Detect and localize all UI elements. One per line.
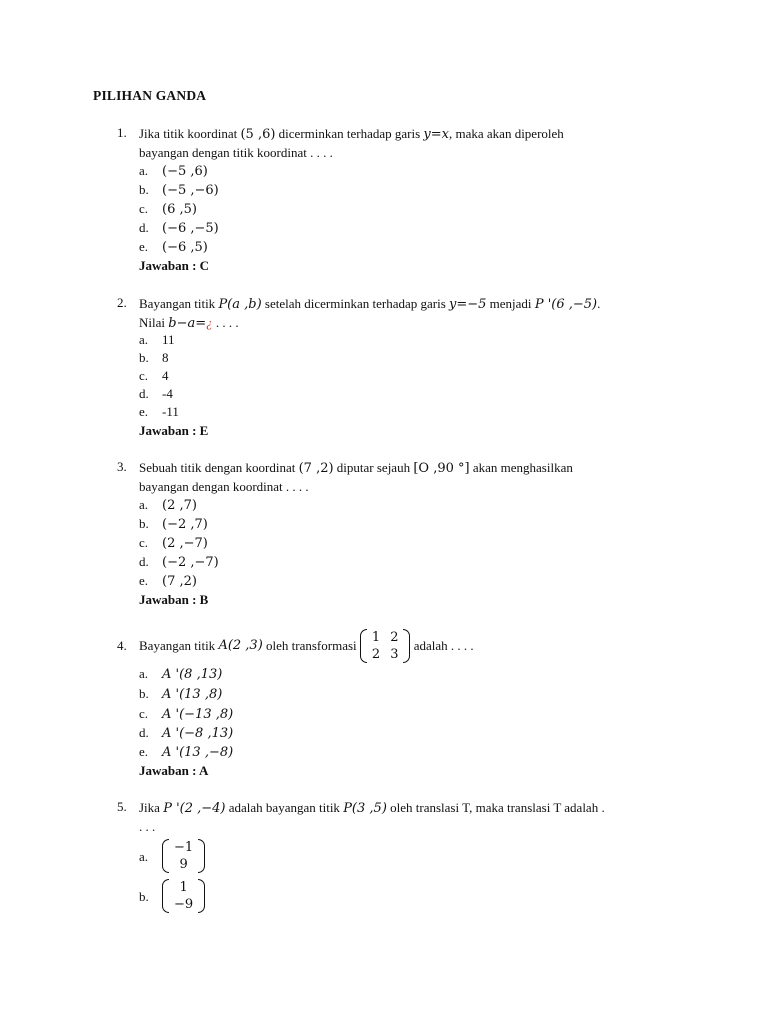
matrix-left-bracket bbox=[360, 629, 367, 663]
question-number: 2. bbox=[117, 295, 127, 310]
option-label: a. bbox=[139, 332, 149, 347]
option-label: e. bbox=[139, 573, 149, 588]
text-segment: diputar sejauh bbox=[333, 460, 414, 475]
option-b bbox=[139, 180, 219, 199]
text-segment: Sebuah titik dengan koordinat bbox=[139, 460, 299, 475]
option-e bbox=[139, 571, 197, 590]
question-text bbox=[139, 459, 679, 496]
text-segment: Jika bbox=[139, 800, 164, 815]
text-segment: bayangan dengan koordinat . . . . bbox=[139, 479, 309, 494]
option-value: (6 ,5) bbox=[162, 202, 197, 217]
option-label: a. bbox=[139, 666, 149, 681]
option-c bbox=[139, 199, 197, 218]
matrix-cell: 2 bbox=[371, 647, 381, 662]
option-value: -4 bbox=[162, 386, 173, 401]
option-label: a. bbox=[139, 497, 149, 512]
transformation-matrix bbox=[360, 629, 411, 663]
option-label: c. bbox=[139, 535, 149, 550]
option-value: A '(13 ,−8) bbox=[162, 745, 234, 760]
answer-key: Jawaban : C bbox=[139, 258, 210, 273]
option-b bbox=[139, 877, 205, 915]
option-value: A '(8 ,13) bbox=[162, 667, 223, 682]
option-value: (−6 ,−5) bbox=[162, 221, 219, 236]
text-segment: setelah dicerminkan terhadap garis bbox=[261, 296, 450, 311]
answer-key: Jawaban : A bbox=[139, 763, 209, 778]
math-placeholder: ¿ bbox=[206, 315, 213, 330]
math-equation: y=−5 bbox=[449, 297, 487, 312]
vector-grid bbox=[169, 879, 198, 913]
text-segment: . . . bbox=[139, 819, 156, 834]
option-b bbox=[139, 349, 169, 367]
text-segment: Bayangan titik bbox=[139, 638, 216, 653]
option-e bbox=[139, 742, 233, 761]
option-d bbox=[139, 723, 233, 742]
question-text bbox=[139, 628, 679, 664]
option-value: 4 bbox=[162, 368, 169, 383]
vector-cell-top: 1 bbox=[179, 880, 188, 895]
option-label: b. bbox=[139, 182, 149, 197]
question-number: 4. bbox=[117, 638, 127, 653]
option-value: (2 ,−7) bbox=[162, 536, 208, 551]
option-label: a. bbox=[139, 848, 149, 864]
math-point: P '(6 ,−5) bbox=[534, 297, 598, 312]
text-segment: , maka akan diperoleh bbox=[449, 126, 564, 141]
option-b bbox=[139, 684, 222, 703]
text-segment: adalah bayangan titik bbox=[225, 800, 344, 815]
option-label: d. bbox=[139, 725, 149, 740]
option-value: (−2 ,7) bbox=[162, 517, 208, 532]
option-a bbox=[139, 837, 205, 875]
math-point: P(a ,b) bbox=[218, 297, 262, 312]
option-label: b. bbox=[139, 888, 149, 904]
math-expression: b−a= bbox=[168, 316, 207, 331]
option-c bbox=[139, 533, 208, 552]
math-equation: y=x bbox=[423, 127, 449, 142]
vector-cell-top: −1 bbox=[174, 840, 194, 855]
option-a bbox=[139, 331, 175, 349]
option-label: a. bbox=[139, 163, 149, 178]
option-c bbox=[139, 704, 233, 723]
option-label: d. bbox=[139, 220, 149, 235]
option-c bbox=[139, 367, 169, 385]
option-label: b. bbox=[139, 516, 149, 531]
option-value: A '(−8 ,13) bbox=[162, 726, 234, 741]
math-point: (5 ,6) bbox=[240, 127, 276, 142]
vector-left-bracket bbox=[162, 839, 169, 873]
vector-cell-bottom: −9 bbox=[174, 897, 194, 912]
text-segment: oleh transformasi bbox=[266, 638, 357, 653]
option-b bbox=[139, 514, 208, 533]
column-vector bbox=[162, 879, 205, 913]
option-value: (2 ,7) bbox=[162, 498, 197, 513]
option-label: e. bbox=[139, 744, 149, 759]
math-rotation: [O ,90 °] bbox=[413, 461, 470, 476]
text-segment: adalah . . . . bbox=[413, 638, 474, 653]
option-value: 8 bbox=[162, 350, 169, 365]
option-d bbox=[139, 552, 219, 571]
option-value: (7 ,2) bbox=[162, 574, 197, 589]
option-a bbox=[139, 495, 197, 514]
question-number: 3. bbox=[117, 459, 127, 474]
answer-key: Jawaban : E bbox=[139, 423, 209, 438]
option-d bbox=[139, 385, 173, 403]
vector-left-bracket bbox=[162, 879, 169, 913]
text-segment: Bayangan titik bbox=[139, 296, 219, 311]
option-label: e. bbox=[139, 404, 149, 419]
option-d bbox=[139, 218, 219, 237]
question-text bbox=[139, 125, 679, 162]
matrix-cell: 1 bbox=[371, 630, 381, 645]
question-text bbox=[139, 799, 679, 836]
option-value: -11 bbox=[162, 404, 179, 419]
option-e bbox=[139, 403, 179, 421]
question-number: 1. bbox=[117, 125, 127, 140]
text-segment: Nilai bbox=[139, 315, 169, 330]
option-label: b. bbox=[139, 350, 149, 365]
option-e bbox=[139, 237, 208, 256]
vector-grid bbox=[169, 839, 198, 873]
matrix-grid bbox=[367, 629, 404, 663]
question-text bbox=[139, 295, 679, 333]
text-segment: akan menghasilkan bbox=[469, 460, 573, 475]
option-label: e. bbox=[139, 239, 149, 254]
math-point: P(3 ,5) bbox=[343, 801, 387, 816]
option-value: 11 bbox=[162, 332, 175, 347]
math-point: P '(2 ,−4) bbox=[163, 801, 226, 816]
option-label: c. bbox=[139, 706, 149, 721]
vector-right-bracket bbox=[198, 879, 205, 913]
column-vector bbox=[162, 839, 205, 873]
option-label: b. bbox=[139, 686, 149, 701]
text-segment: menjadi bbox=[486, 296, 535, 311]
matrix-cell: 2 bbox=[390, 630, 399, 645]
option-a bbox=[139, 161, 208, 180]
question-number: 5. bbox=[117, 799, 127, 814]
option-value: (−2 ,−7) bbox=[162, 555, 219, 570]
text-segment: dicerminkan terhadap garis bbox=[275, 126, 424, 141]
option-value: (−6 ,5) bbox=[162, 240, 208, 255]
option-a bbox=[139, 664, 222, 683]
option-label: c. bbox=[139, 368, 149, 383]
text-segment: bayangan dengan titik koordinat . . . . bbox=[139, 145, 333, 160]
text-segment: oleh translasi T, maka translasi T adalah . bbox=[386, 800, 605, 815]
option-value: A '(13 ,8) bbox=[162, 687, 223, 702]
math-point: A(2 ,3) bbox=[218, 638, 263, 653]
option-value: (−5 ,−6) bbox=[162, 183, 219, 198]
text-segment: . . . . bbox=[212, 315, 239, 330]
option-label: d. bbox=[139, 554, 149, 569]
text-segment: . bbox=[597, 296, 601, 311]
section-title: PILIHAN GANDA bbox=[93, 88, 207, 103]
option-value: (−5 ,6) bbox=[162, 164, 208, 179]
option-label: c. bbox=[139, 201, 149, 216]
matrix-right-bracket bbox=[403, 629, 410, 663]
answer-key: Jawaban : B bbox=[139, 592, 209, 607]
option-label: d. bbox=[139, 386, 149, 401]
option-value: A '(−13 ,8) bbox=[162, 707, 234, 722]
matrix-cell: 3 bbox=[390, 647, 399, 662]
text-segment: Jika titik koordinat bbox=[139, 126, 241, 141]
vector-right-bracket bbox=[198, 839, 205, 873]
math-point: (7 ,2) bbox=[298, 461, 334, 476]
vector-cell-bottom: 9 bbox=[179, 857, 188, 872]
